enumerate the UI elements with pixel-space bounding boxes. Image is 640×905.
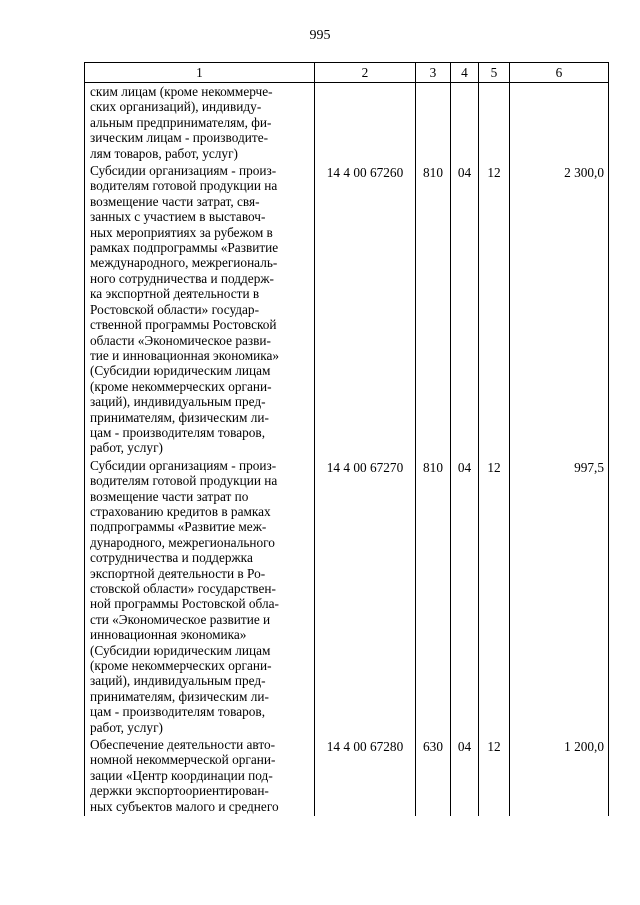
- section-cell: 04: [451, 458, 479, 737]
- table-header-row: [85, 63, 609, 83]
- expense-type-cell: 810: [416, 458, 451, 737]
- amount-cell: [510, 83, 609, 164]
- expense-type-cell: [416, 83, 451, 164]
- target-code-cell: 14 4 00 67260: [315, 163, 416, 458]
- target-code-cell: 14 4 00 67270: [315, 458, 416, 737]
- column-header: 1: [85, 63, 315, 83]
- expense-type-cell: 810: [416, 163, 451, 458]
- section-cell: [451, 83, 479, 164]
- column-header: 3: [416, 63, 451, 83]
- subsection-cell: 12: [479, 163, 510, 458]
- table-row: [85, 163, 609, 458]
- amount-cell: 1 200,0: [510, 737, 609, 816]
- target-code-cell: [315, 83, 416, 164]
- item-name-cell: Субсидии организациям - произ- водителям готовой продукции на возмещение части затрат, свя- занных с участием в выставоч- ных мероприятиях за рубежом в рамках подпрограммы «Развитие международного, межрегиональ- ного сотрудничества и поддерж- ка экспортной деятельности в Ростовской области» государ- ственной программы Ростовской области «Экономическое разви- тие и инновационная экономика» (Субсидии юридическим лицам (кроме некоммерческих органи- заций), индивидуальным пред- принимателям, физическим ли- цам - производителям товаров, работ, услуг): [85, 163, 315, 458]
- subsection-cell: 12: [479, 458, 510, 737]
- table-row: [85, 458, 609, 737]
- table-row: [85, 737, 609, 816]
- column-header: 6: [510, 63, 609, 83]
- item-name-cell: Обеспечение деятельности авто- номной некоммерческой органи- зации «Центр координации под- держки экспортоориентирован- ных субъектов малого и среднего: [85, 737, 315, 816]
- column-header: 5: [479, 63, 510, 83]
- subsection-cell: [479, 83, 510, 164]
- page-number: 995: [309, 28, 331, 43]
- section-cell: 04: [451, 737, 479, 816]
- section-cell: 04: [451, 163, 479, 458]
- column-header: 4: [451, 63, 479, 83]
- amount-cell: 2 300,0: [510, 163, 609, 458]
- subsection-cell: 12: [479, 737, 510, 816]
- column-header: 2: [315, 63, 416, 83]
- item-name-cell: ским лицам (кроме некоммерче- ских организаций), индивиду- альным предпринимателям, фи- зическим лицам - производите- лям товаров, работ, услуг): [85, 83, 315, 164]
- target-code-cell: 14 4 00 67280: [315, 737, 416, 816]
- item-name-cell: Субсидии организациям - произ- водителям готовой продукции на возмещение части затрат по страхованию кредитов в рамках подпрограммы «Развитие меж- дународного, межрегионального сотрудничества и поддержка экспортной деятельности в Ро- стовской области» государствен- ной программы Ростовской обла- сти «Экономическое развитие и инновационная экономика» (Субсидии юридическим лицам (кроме некоммерческих органи- заций), индивидуальным пред- принимателям, физическим ли- цам - производителям товаров, работ, услуг): [85, 458, 315, 737]
- table-row: [85, 83, 609, 164]
- amount-cell: 997,5: [510, 458, 609, 737]
- expense-type-cell: 630: [416, 737, 451, 816]
- budget-table: [84, 62, 609, 816]
